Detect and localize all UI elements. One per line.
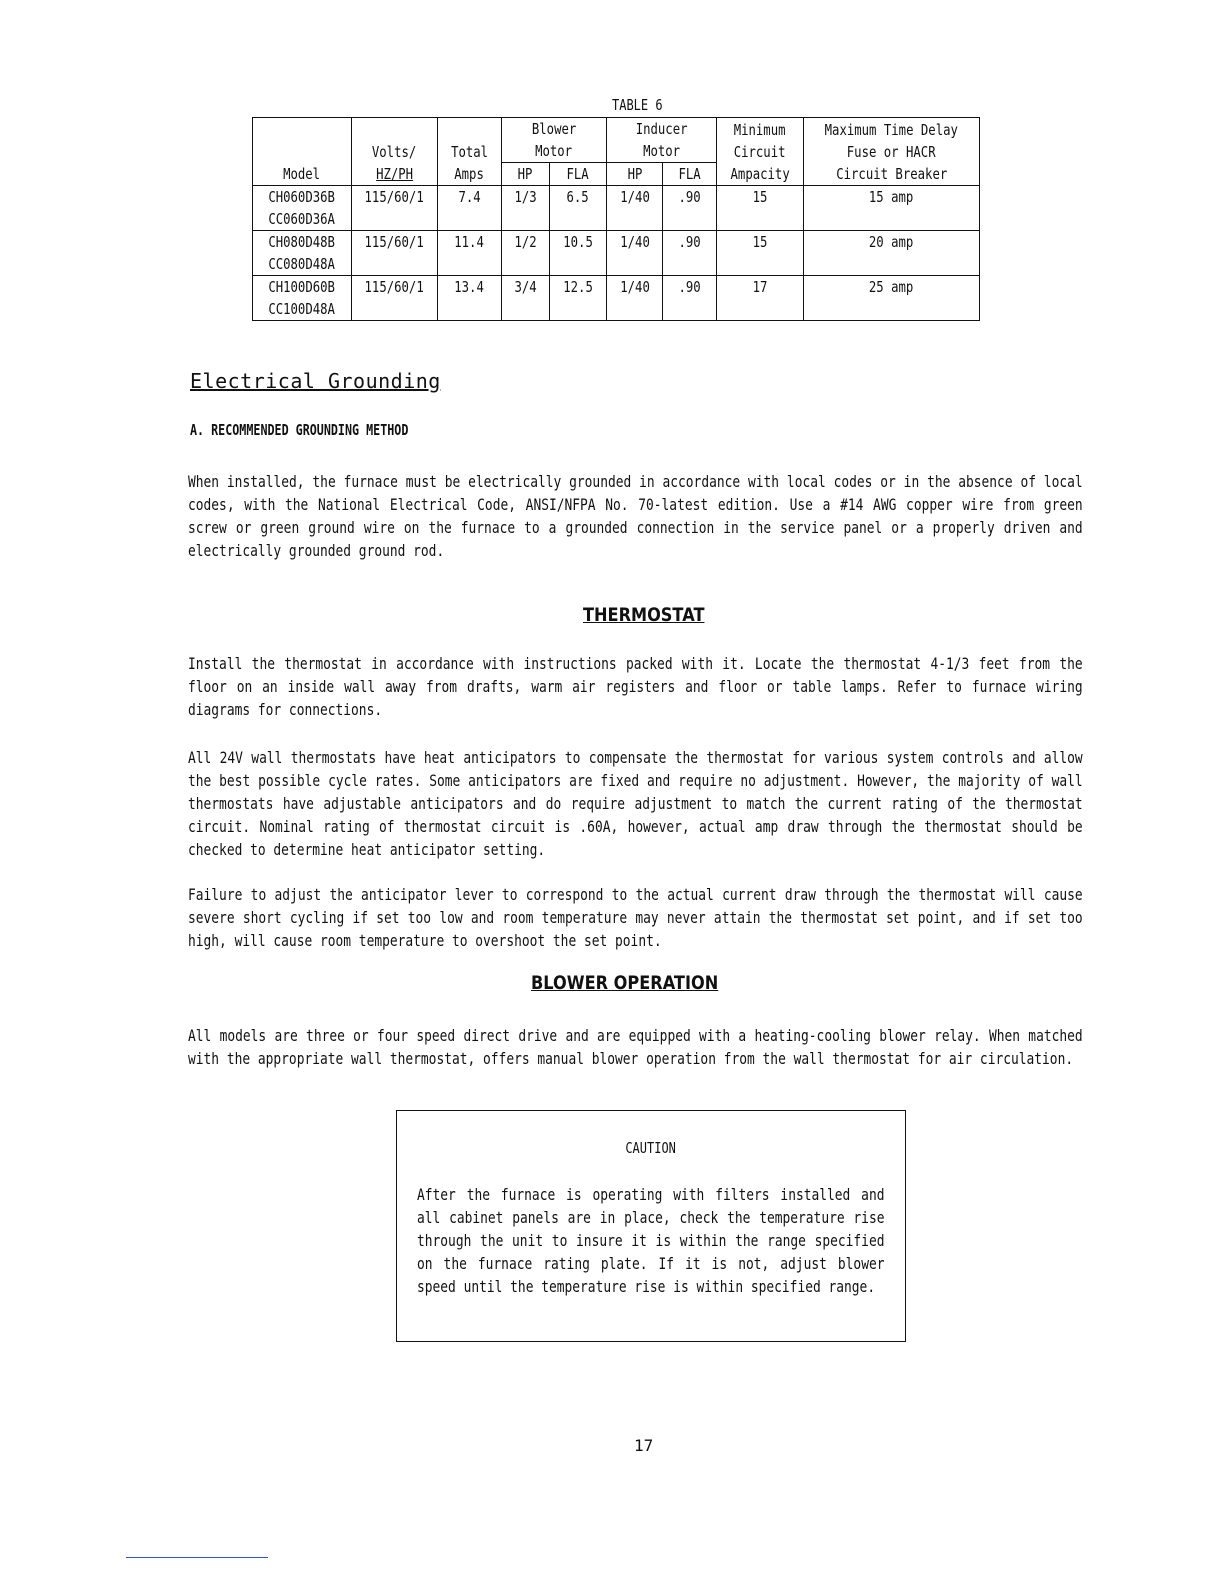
- thermostat-paragraph-1: Install the thermostat in accordance with instructions packed with it. Locate the thermostat 4-1/3 feet from the floor on an inside wall away from drafts, warm air registers and floor or table lamps. Refer to furnace wiring diagrams for connections.: [188, 654, 1083, 719]
- caution-box: [396, 1110, 906, 1342]
- thermostat-paragraph-2: All 24V wall thermostats have heat anticipators to compensate the thermostat for various system controls and allow the best possible cycle rates. Some anticipators are fixed and require no adjustment. However, the majority of wall thermostats have adjustable anticipators and do require adjustment to match the current rating of the thermostat circuit. Nominal rating of thermostat circuit is .60A, however, actual amp draw through the thermostat should be checked to determine heat anticipator setting.: [188, 748, 1083, 859]
- table-row: CH080D48B CC080D48A 115/60/1 11.4 1/2 10.5 1/40 .90 15 20 amp: [253, 231, 980, 276]
- header-total-amps: Total Amps: [437, 118, 501, 186]
- header-volts: Volts/ HZ/PH: [351, 118, 437, 186]
- header-blower-hp: HP: [501, 163, 549, 186]
- header-inducer: Inducer Motor: [607, 118, 717, 163]
- grounding-paragraph: When installed, the furnace must be electrically grounded in accordance with local codes or in the absence of local codes, with the National Electrical Code, ANSI/NFPA No. 70-latest edition. Use a #14 AWG copper wire from green screw or green ground wire on the furnace to a grounded connection in the service panel or a properly driven and electrically grounded ground rod.: [188, 472, 1083, 560]
- blower-paragraph: All models are three or four speed direct drive and are equipped with a heating-cooling blower relay. When matched with the appropriate wall thermostat, offers manual blower operation from the wall thermostat for air circulation.: [188, 1026, 1083, 1068]
- table-row: CH060D36B CC060D36A 115/60/1 7.4 1/3 6.5 1/40 .90 15 15 amp: [253, 186, 980, 231]
- thermostat-paragraph-3: Failure to adjust the anticipator lever to correspond to the actual current draw through the thermostat will cause severe short cycling if set too low and room temperature may never attain the thermostat set point, and if set too high, will cause room temperature to overshoot the set point.: [188, 885, 1083, 950]
- header-max-fuse: Maximum Time Delay Fuse or HACR Circuit Breaker: [803, 118, 979, 186]
- caution-title: CAUTION: [625, 1139, 677, 1157]
- footer-rule: [126, 1557, 268, 1558]
- table-row: CH100D60B CC100D48A 115/60/1 13.4 3/4 12.5 1/40 .90 17 25 amp: [253, 276, 980, 321]
- header-inducer-hp: HP: [607, 163, 663, 186]
- header-model: Model: [253, 118, 352, 186]
- page-number: 17: [634, 1436, 654, 1455]
- blower-operation-heading: BLOWER OPERATION: [531, 972, 719, 994]
- thermostat-heading: THERMOSTAT: [583, 604, 705, 626]
- electrical-grounding-heading: Electrical Grounding: [190, 369, 441, 393]
- header-min-ampacity: Minimum Circuit Ampacity: [717, 118, 804, 186]
- caution-text: After the furnace is operating with filters installed and all cabinet panels are in place, check the temperature rise through the unit to insure it is within the range specified on the furnace rating plate. If it is not, adjust blower speed until the temperature rise is within specified range.: [417, 1185, 885, 1296]
- table-title: TABLE 6: [612, 96, 663, 114]
- spec-table: [252, 117, 980, 321]
- header-blower: Blower Motor: [501, 118, 607, 163]
- grounding-method-subheading: A. RECOMMENDED GROUNDING METHOD: [190, 421, 409, 439]
- header-inducer-fla: FLA: [663, 163, 717, 186]
- header-blower-fla: FLA: [549, 163, 607, 186]
